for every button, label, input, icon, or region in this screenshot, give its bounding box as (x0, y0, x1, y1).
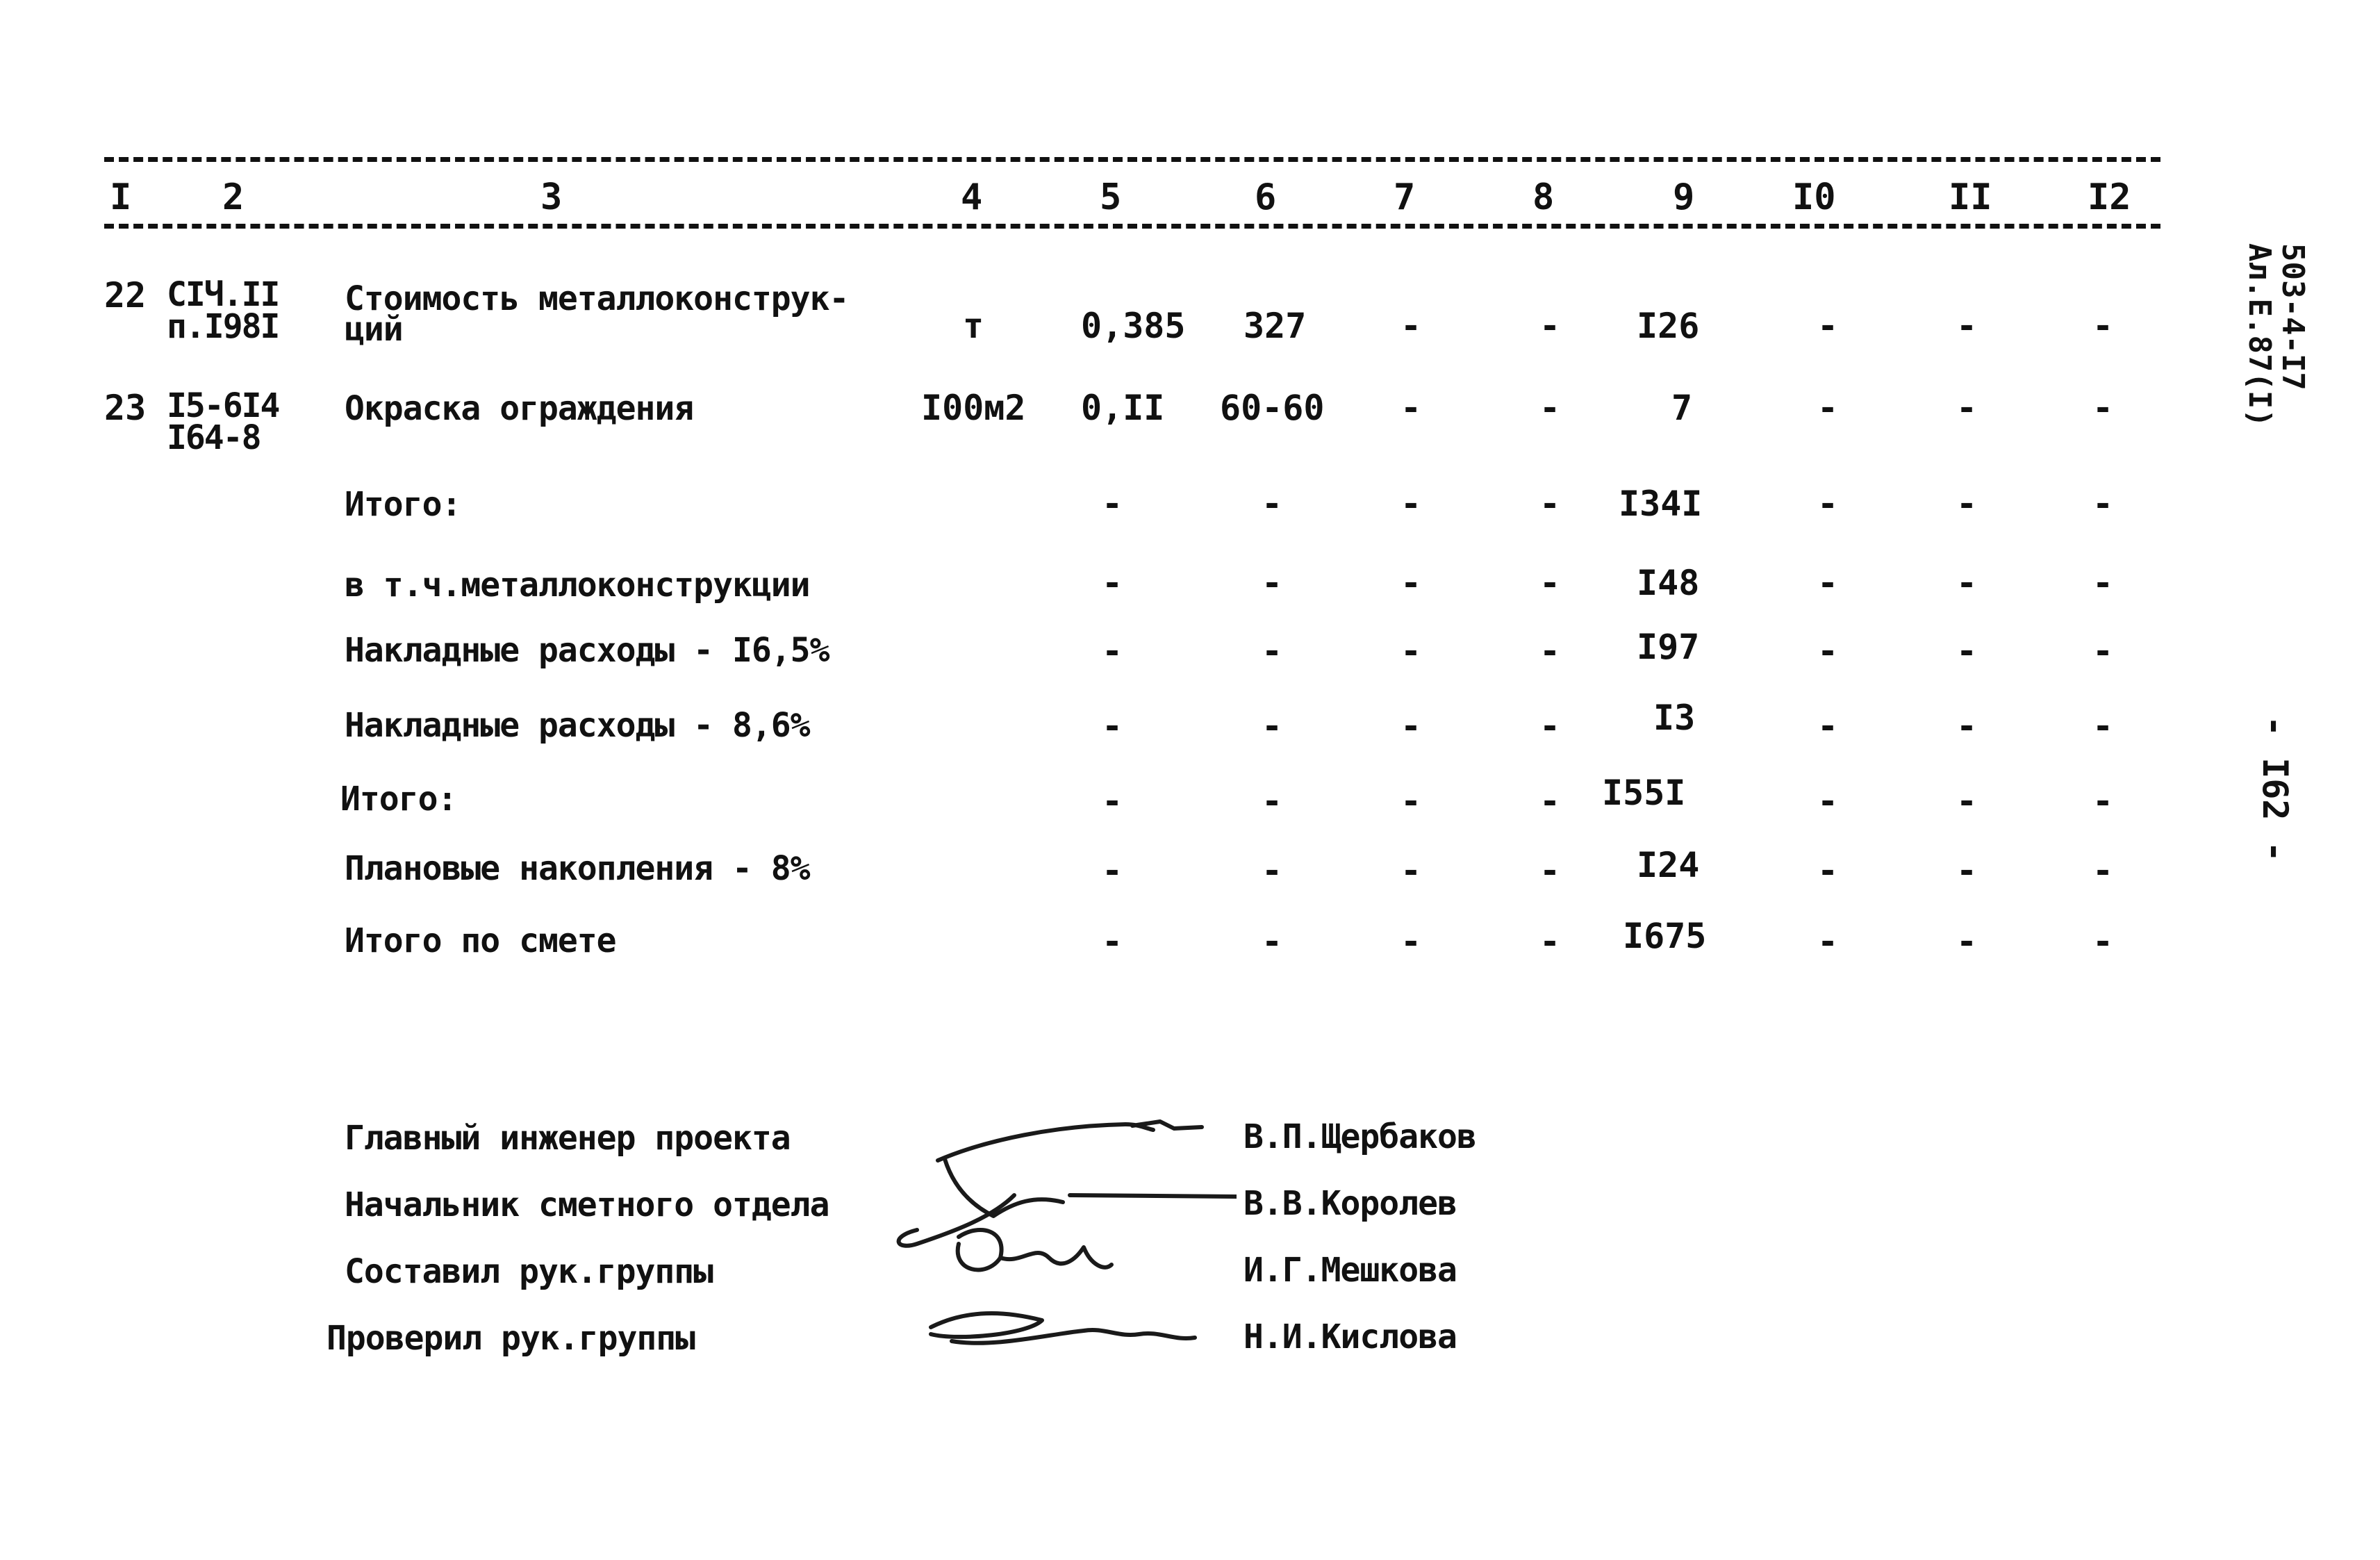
row-description: Окраска ограждения (345, 389, 694, 428)
row-description: Итого по смете (345, 921, 616, 960)
album-reference-text: Ал.Е.87(I) (2242, 243, 2277, 427)
row-price: - (1262, 706, 1283, 746)
row-description: в т.ч.металлоконструкции (345, 566, 810, 605)
row-col12: - (2092, 631, 2114, 671)
row-total: I97 (1637, 627, 1700, 667)
row-col8: - (1539, 631, 1561, 671)
row-col12: - (2092, 563, 2114, 603)
page-number: - I62 - (2255, 716, 2295, 862)
row-description: ций (345, 310, 403, 349)
row-description: Накладные расходы - 8,6% (345, 706, 810, 745)
row-col8: - (1539, 851, 1561, 891)
row-price: - (1262, 781, 1283, 821)
row-col12: - (2092, 921, 2114, 962)
row-col11: - (1956, 851, 1978, 891)
column-header: 4 (961, 176, 983, 218)
row-number: 23 (104, 388, 147, 428)
column-header: I2 (2088, 176, 2131, 218)
row-col8: - (1539, 921, 1561, 962)
row-code: I5-6I4 (167, 386, 279, 425)
row-price: - (1262, 921, 1283, 962)
row-description: Стоимость металлоконструк- (345, 279, 849, 318)
row-col10: - (1817, 484, 1839, 524)
row-col10: - (1817, 781, 1839, 821)
signature-name: Н.И.Кислова (1243, 1317, 1457, 1356)
row-col7: - (1400, 851, 1422, 891)
row-number: 22 (104, 275, 147, 315)
row-col11: - (1956, 563, 1978, 603)
row-col8: - (1539, 388, 1561, 428)
row-quantity: - (1102, 781, 1123, 821)
column-header: 3 (540, 176, 563, 218)
row-col11: - (1956, 706, 1978, 746)
row-price: - (1262, 563, 1283, 603)
column-header: 6 (1255, 176, 1277, 218)
row-col7: - (1400, 484, 1422, 524)
row-total: I48 (1637, 563, 1700, 603)
row-quantity: 0,385 (1081, 306, 1186, 346)
row-col7: - (1400, 921, 1422, 962)
row-col7: - (1400, 706, 1422, 746)
document-code-text: 503-4-I7 (2275, 243, 2311, 391)
row-col12: - (2092, 851, 2114, 891)
column-header: 9 (1673, 176, 1695, 218)
document-code (2242, 243, 2311, 427)
column-header: 8 (1532, 176, 1555, 218)
row-col12: - (2092, 484, 2114, 524)
row-col10: - (1817, 921, 1839, 962)
header-top-rule (104, 157, 2160, 162)
row-quantity: - (1102, 563, 1123, 603)
signature-name: И.Г.Мешкова (1243, 1251, 1457, 1290)
column-header: I0 (1792, 176, 1836, 218)
row-quantity: - (1102, 484, 1123, 524)
signature-role: Проверил рук.группы (327, 1319, 695, 1358)
row-col8: - (1539, 484, 1561, 524)
row-total: I24 (1637, 845, 1700, 885)
row-col11: - (1956, 388, 1978, 428)
row-price: - (1262, 484, 1283, 524)
row-quantity: - (1102, 706, 1123, 746)
row-col7: - (1400, 563, 1422, 603)
row-col10: - (1817, 851, 1839, 891)
row-total: I3 (1653, 698, 1696, 738)
row-col12: - (2092, 388, 2114, 428)
row-col11: - (1956, 921, 1978, 962)
row-description: Итого: (345, 485, 461, 524)
row-col11: - (1956, 484, 1978, 524)
column-header: 7 (1394, 176, 1416, 218)
header-bottom-rule (104, 224, 2160, 229)
column-header: 2 (222, 176, 245, 218)
row-total: I55I (1602, 773, 1686, 813)
row-unit: I00м2 (921, 388, 1026, 428)
row-col10: - (1817, 306, 1839, 346)
row-total: 7 (1671, 388, 1693, 428)
row-code: CIЧ.II (167, 275, 279, 314)
row-quantity: 0,II (1081, 388, 1165, 428)
row-col12: - (2092, 706, 2114, 746)
row-col7: - (1400, 306, 1422, 346)
column-header: II (1949, 176, 1992, 218)
row-col11: - (1956, 306, 1978, 346)
row-col10: - (1817, 563, 1839, 603)
row-description: Итого: (340, 780, 457, 819)
row-col10: - (1817, 631, 1839, 671)
row-col10: - (1817, 706, 1839, 746)
signature-name: В.В.Королев (1243, 1184, 1457, 1223)
row-col10: - (1817, 388, 1839, 428)
row-col7: - (1400, 631, 1422, 671)
row-description: Накладные расходы - I6,5% (345, 631, 829, 670)
row-quantity: - (1102, 921, 1123, 962)
row-col8: - (1539, 306, 1561, 346)
row-total: I675 (1623, 916, 1707, 956)
signature-role: Составил рук.группы (345, 1252, 713, 1291)
signature-role: Начальник сметного отдела (345, 1185, 829, 1224)
handwritten-signatures (875, 1098, 1237, 1390)
row-total: I34I (1619, 484, 1703, 524)
column-header: I (110, 176, 132, 218)
row-code: п.I98I (167, 307, 279, 346)
row-price: 327 (1243, 306, 1307, 346)
row-code: I64-8 (167, 418, 261, 457)
signature-name: В.П.Щербаков (1243, 1117, 1476, 1156)
row-col11: - (1956, 631, 1978, 671)
row-col8: - (1539, 563, 1561, 603)
row-quantity: - (1102, 631, 1123, 671)
row-col8: - (1539, 781, 1561, 821)
row-price: - (1262, 851, 1283, 891)
row-col7: - (1400, 388, 1422, 428)
row-unit: т (963, 306, 984, 346)
row-col12: - (2092, 306, 2114, 346)
row-col7: - (1400, 781, 1422, 821)
row-col8: - (1539, 706, 1561, 746)
row-col12: - (2092, 781, 2114, 821)
row-total: I26 (1637, 306, 1700, 346)
row-price: 60-60 (1220, 388, 1325, 428)
row-price: - (1262, 631, 1283, 671)
row-quantity: - (1102, 851, 1123, 891)
row-description: Плановые накопления - 8% (345, 849, 810, 888)
column-header: 5 (1100, 176, 1122, 218)
row-col11: - (1956, 781, 1978, 821)
signature-role: Главный инженер проекта (345, 1119, 791, 1158)
